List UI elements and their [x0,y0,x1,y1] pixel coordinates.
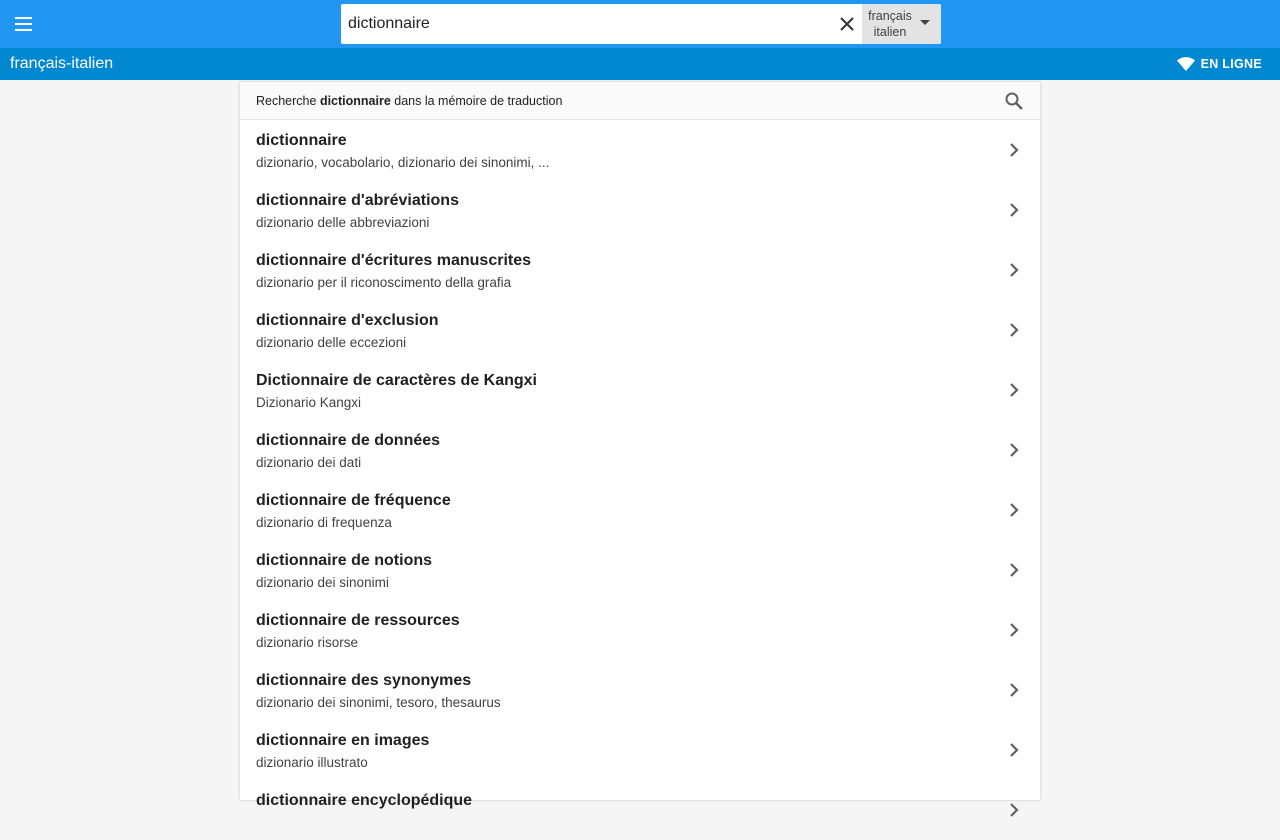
chevron-right-icon [1008,800,1020,820]
result-translation: dizionario delle eccezioni [256,335,407,350]
chevron-right-icon [1008,680,1020,700]
chevron-right-icon [1008,200,1020,220]
source-language: français [868,9,912,23]
result-translation: dizionario risorse [256,635,359,650]
online-status [1177,55,1262,73]
result-item[interactable] [240,600,1040,660]
chevron-right-icon [1008,740,1020,760]
result-item[interactable] [240,300,1040,360]
chevron-right-icon [1008,260,1020,280]
chevron-right-icon [1008,560,1020,580]
language-pair-title: français-italien [10,55,114,72]
result-item[interactable] [240,540,1040,600]
result-translation: Dizionario Kangxi [256,395,362,410]
chevron-right-icon [1008,140,1020,160]
language-pair-select[interactable] [862,4,941,44]
result-term: dictionnaire d'exclusion [256,312,439,329]
target-language: italien [873,25,907,39]
search-input[interactable] [341,4,831,44]
result-translation: dizionario dei sinonimi, tesoro, thesaurus [256,695,501,710]
result-item[interactable] [240,180,1040,240]
result-term: dictionnaire encyclopédique [256,792,473,809]
result-item[interactable] [240,360,1040,420]
result-translation: dizionario dei dati [256,455,362,470]
result-term: dictionnaire de ressources [256,612,460,629]
memory-search-prefix: Recherche [256,94,320,108]
wifi-icon [1177,57,1195,71]
search-icon [1004,91,1024,111]
result-translation: dizionario illustrato [256,755,368,770]
result-item[interactable] [240,780,1040,840]
result-item[interactable] [240,120,1040,180]
memory-search-suffix: dans la mémoire de traduction [390,94,563,108]
result-term: dictionnaire en images [256,732,430,749]
results-panel [240,82,1040,809]
result-term: dictionnaire de fréquence [256,492,451,509]
close-icon [839,16,855,32]
result-term: dictionnaire de données [256,432,441,449]
chevron-right-icon [1008,500,1020,520]
result-translation: dizionario, vocabolario, dizionario dei sinonimi, ... [256,155,550,170]
result-term: dictionnaire de notions [256,552,433,569]
result-item[interactable] [240,660,1040,720]
results-list [240,120,1040,840]
memory-search-term: dictionnaire [319,94,391,108]
search-box [341,4,941,44]
language-pair-bar [0,48,1280,80]
top-app-bar [0,0,1280,48]
chevron-right-icon [1008,440,1020,460]
chevron-right-icon [1008,380,1020,400]
clear-search-button[interactable] [831,8,863,40]
menu-icon [14,17,34,31]
result-translation: dizionario di frequenza [256,515,392,530]
result-translation: dizionario per il riconoscimento della grafia [256,275,512,290]
chevron-right-icon [1008,620,1020,640]
result-item[interactable] [240,240,1040,300]
chevron-right-icon [1008,320,1020,340]
menu-button[interactable] [4,4,44,44]
language-pair-label [862,8,918,40]
result-term: dictionnaire d'abréviations [256,192,459,209]
result-item[interactable] [240,720,1040,780]
result-item[interactable] [240,420,1040,480]
translation-memory-text [256,93,562,109]
result-term: Dictionnaire de caractères de Kangxi [256,372,537,389]
translation-memory-search[interactable] [240,82,1040,120]
result-translation: dizionario delle abbreviazioni [256,215,430,230]
result-term: dictionnaire d'écritures manuscrites [256,252,532,269]
online-status-label: EN LIGNE [1200,57,1262,71]
result-term: dictionnaire [256,132,347,149]
result-translation: dizionario dei sinonimi [256,575,389,590]
result-item[interactable] [240,480,1040,540]
caret-down-icon [920,20,930,26]
result-term: dictionnaire des synonymes [256,672,472,689]
